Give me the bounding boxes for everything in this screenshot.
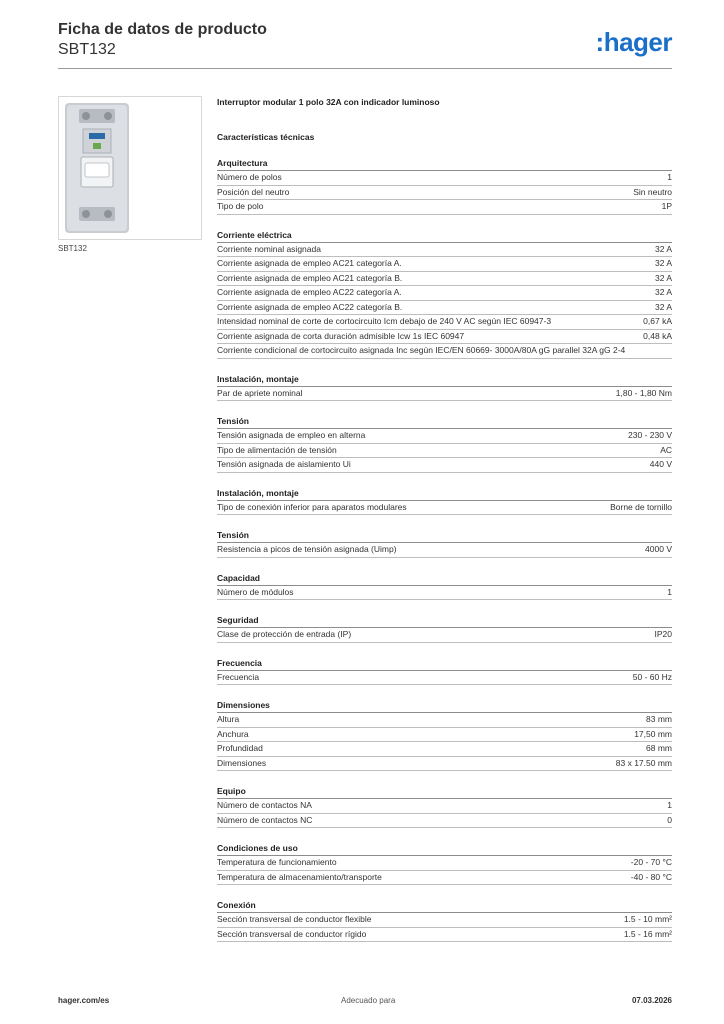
spec-value: 1.5 - 10 mm² (623, 914, 672, 924)
spec-row (217, 757, 672, 772)
spec-row (217, 728, 672, 743)
page-title: Ficha de datos de producto (58, 21, 267, 38)
spec-section (217, 230, 672, 359)
spec-label: Par de apriete nominal (217, 387, 303, 398)
spec-row (217, 799, 672, 814)
spec-row (217, 286, 672, 301)
spec-value: 83 mm (646, 714, 672, 724)
section-title: Tensión (217, 416, 672, 429)
spec-section (217, 786, 672, 828)
spec-label: Corriente nominal asignada (217, 243, 321, 254)
spec-value: -40 - 80 °C (630, 871, 672, 882)
spec-label: Tipo de polo (217, 201, 264, 211)
spec-label: Número de contactos NA (217, 800, 312, 810)
spec-row (217, 200, 672, 215)
spec-label: Tipo de alimentación de tensión (217, 444, 337, 455)
spec-row (217, 856, 672, 871)
spec-value: Sin neutro (633, 186, 672, 197)
spec-label: Corriente condicional de cortocircuito asignada Inc según IEC/EN 60669- 3000A/80A gG parallel 32A gG 2-4 (217, 345, 626, 355)
spec-row (217, 344, 672, 359)
spec-section (217, 658, 672, 686)
spec-label: Corriente asignada de empleo AC21 categoría B. (217, 272, 403, 283)
footer-date: 07.03.2026 (631, 996, 672, 1005)
spec-value: 32 A (654, 287, 672, 297)
spec-row (217, 501, 672, 516)
section-title: Seguridad (217, 615, 672, 628)
footer-note: Adecuado para (341, 996, 396, 1005)
spec-label: Profundidad (217, 743, 263, 753)
section-title: Arquitectura (217, 158, 672, 171)
spec-row (217, 243, 672, 258)
section-title: Dimensiones (217, 700, 672, 713)
spec-row (217, 315, 672, 330)
spec-section (217, 700, 672, 771)
section-title: Equipo (217, 786, 672, 799)
footer-website[interactable]: hager.com/es (58, 996, 110, 1005)
spec-row (217, 429, 672, 444)
hager-logo[interactable]: :hager (595, 27, 672, 57)
spec-value: 1.5 - 16 mm² (623, 928, 672, 939)
spec-label: Corriente asignada de empleo AC22 categoría B. (217, 301, 403, 312)
spec-label: Frecuencia (217, 671, 260, 682)
spec-value: 0,48 kA (643, 330, 672, 341)
spec-sections (217, 158, 672, 942)
tech-heading: Características técnicas (217, 132, 315, 142)
spec-row (217, 257, 672, 272)
spec-value: 1 (667, 800, 672, 810)
spec-section (217, 488, 672, 516)
spec-row (217, 671, 672, 686)
spec-label: Temperatura de funcionamiento (217, 857, 337, 867)
spec-section (217, 158, 672, 215)
spec-value: 440 V (649, 459, 672, 469)
section-title: Corriente eléctrica (217, 230, 672, 243)
spec-row (217, 171, 672, 186)
spec-row (217, 814, 672, 829)
spec-value: 32 A (654, 272, 672, 283)
spec-value: 50 - 60 Hz (632, 671, 672, 682)
spec-value: 68 mm (646, 743, 672, 753)
page-header (58, 20, 267, 60)
spec-row (217, 628, 672, 643)
product-image (58, 96, 202, 240)
spec-row (217, 871, 672, 886)
spec-value: 1 (667, 172, 672, 182)
spec-label: Anchura (217, 728, 249, 739)
spec-label: Tensión asignada de empleo en alterna (217, 430, 366, 440)
spec-label: Corriente asignada de corta duración admisible Icw 1s IEC 60947 (217, 330, 465, 341)
spec-label: Corriente asignada de empleo AC21 categoría A. (217, 258, 402, 268)
product-description: Interruptor modular 1 polo 32A con indicador luminoso (217, 97, 440, 107)
spec-value: 83 x 17.50 mm (615, 757, 672, 768)
spec-value: 0 (667, 814, 672, 825)
spec-label: Dimensiones (217, 757, 267, 768)
spec-row (217, 928, 672, 943)
spec-value: 32 A (654, 243, 672, 254)
image-caption: SBT132 (58, 244, 87, 253)
spec-value: 0,67 kA (643, 316, 672, 326)
spec-value: 230 - 230 V (628, 430, 672, 440)
product-code: SBT132 (58, 41, 116, 58)
spec-label: Tensión asignada de aislamiento Ui (217, 459, 351, 469)
spec-content (217, 96, 672, 942)
section-title: Tensión (217, 530, 672, 543)
section-title: Conexión (217, 900, 672, 913)
spec-label: Clase de protección de entrada (IP) (217, 629, 352, 639)
spec-label: Sección transversal de conductor flexible (217, 914, 372, 924)
spec-label: Altura (217, 714, 240, 724)
spec-value: 4000 V (645, 544, 672, 554)
spec-label: Número de polos (217, 172, 282, 182)
spec-value: Borne de tornillo (610, 501, 672, 512)
spec-label: Sección transversal de conductor rígido (217, 928, 367, 939)
spec-label: Posición del neutro (217, 186, 290, 197)
spec-label: Resistencia a picos de tensión asignada (Uimp) (217, 544, 397, 554)
spec-row (217, 330, 672, 345)
spec-value: 1P (661, 201, 672, 211)
section-title: Frecuencia (217, 658, 672, 671)
spec-label: Corriente asignada de empleo AC22 categoría A. (217, 287, 402, 297)
spec-row (217, 458, 672, 473)
spec-row (217, 543, 672, 558)
spec-value: AC (660, 444, 672, 455)
spec-value: 1 (667, 586, 672, 597)
spec-section (217, 416, 672, 473)
spec-section (217, 530, 672, 558)
spec-row (217, 272, 672, 287)
spec-row (217, 713, 672, 728)
spec-label: Número de contactos NC (217, 814, 313, 825)
section-title: Condiciones de uso (217, 843, 672, 856)
spec-row (217, 742, 672, 757)
spec-value: IP20 (654, 629, 672, 639)
spec-label: Número de módulos (217, 586, 294, 597)
spec-value: 32 A (654, 258, 672, 268)
spec-section (217, 573, 672, 601)
spec-value: -20 - 70 °C (630, 857, 672, 867)
spec-row (217, 913, 672, 928)
modular-switch-image (59, 97, 201, 239)
spec-row (217, 586, 672, 601)
section-title: Capacidad (217, 573, 672, 586)
spec-label: Tipo de conexión inferior para aparatos modulares (217, 501, 407, 512)
spec-value: 1,80 - 1,80 Nm (615, 387, 672, 398)
spec-row (217, 186, 672, 201)
spec-section (217, 843, 672, 885)
spec-row (217, 444, 672, 459)
spec-label: Intensidad nominal de corte de cortocircuito Icm debajo de 240 V AC según IEC 60947-3 (217, 316, 552, 326)
spec-label: Temperatura de almacenamiento/transporte (217, 871, 382, 882)
spec-row (217, 301, 672, 316)
header-divider (58, 68, 672, 69)
spec-value: 17,50 mm (634, 728, 672, 739)
spec-row (217, 387, 672, 402)
section-title: Instalación, montaje (217, 374, 672, 387)
spec-section (217, 900, 672, 942)
section-title: Instalación, montaje (217, 488, 672, 501)
spec-section (217, 615, 672, 643)
spec-section (217, 374, 672, 402)
spec-value: 32 A (654, 301, 672, 312)
